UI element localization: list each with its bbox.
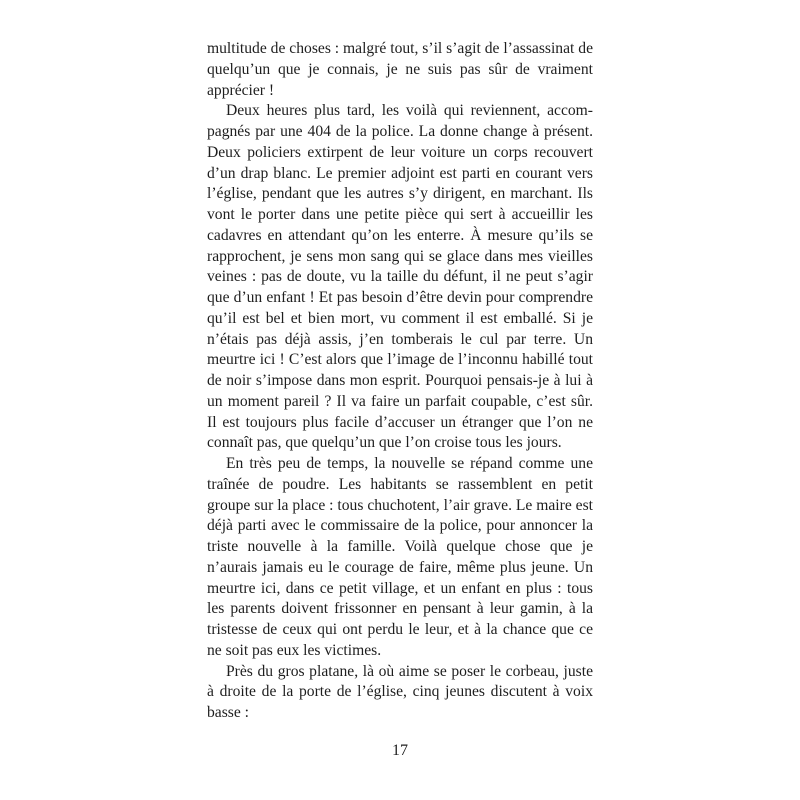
paragraph: Près du gros platane, là où aime se poser le corbeau, juste à droite de la porte de l’église, cinq jeunes discutent à voix basse : — [207, 662, 593, 721]
paragraph: En très peu de temps, la nouvelle se répand comme une traînée de poudre. Les habitants se rassemblent en petit groupe sur la place : tous chuchotent, l’air grave. Le maire est déjà parti avec le commissaire de la police, pour annoncer la triste nouvelle à la famille. Voilà quelque chose que je n’aurais jamais eu le courage de faire, même plus jeune. Un meurtre ici, dans ce petit village, et un enfant en plus : tous les parents doivent frissonner en pensant à leur gamin, à la tristesse de ceux qui ont perdu le leur, et à la chance que ce ne soit pas eux les victimes. — [207, 455, 593, 659]
paragraph: Deux heures plus tard, les voilà qui reviennent, accompagnés par une 404 de la police. La donne change à présent. Deux policiers extirpent de leur voiture un corps recouvert d’un drap blanc. Le premier adjoint est parti en courant vers l’église, pendant que les autres s’y dirigent, en marchant. Ils vont le porter dans une petite pièce qui sert à accueillir les cadavres en attendant qu’on les enterre. À mesure qu’ils se rapprochent, je sens mon sang qui se glace dans mes vieilles veines : pas de doute, vu la taille du défunt, il ne peut s’agir que d’un enfant ! Et pas besoin d’être devin pour comprendre qu’il est bel et bien mort, vu comment il est emballé. Si je n’étais pas déjà assis, j’en tomberais le cul par terre. Un meurtre ici ! C’est alors que l’image de l’inconnu habillé tout de noir s’impose dans mon esprit. Pourquoi pensais-je à lui à un moment pareil ? Il va faire un parfait coupable, c’est sûr. Il est toujours plus facile d’accuser un étranger que l’on ne connaît pas, que quelqu’un que l’on croise tous les jours. — [207, 102, 593, 452]
body-text — [207, 39, 593, 724]
paragraph-continuation: multitude de choses : malgré tout, s’il s’agit de l’assassinat de quelqu’un que je connais, je ne suis pas sûr de vraiment apprécier ! — [207, 40, 593, 99]
page-number: 17 — [392, 742, 408, 759]
